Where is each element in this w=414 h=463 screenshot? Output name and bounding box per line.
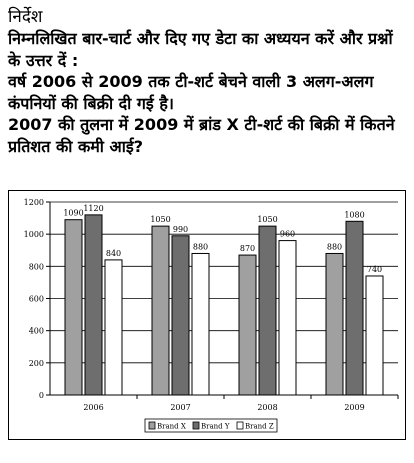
legend-label: Brand X	[157, 422, 186, 431]
bar	[366, 276, 383, 395]
legend-label: Brand Z	[245, 422, 274, 431]
data-label: 1080	[344, 210, 365, 220]
question-instruction: निम्नलिखित बार-चार्ट और दिए गए डेटा का अध्ययन करें और प्रश्नों के उत्तर दें :	[8, 29, 393, 70]
bar	[85, 215, 102, 395]
data-label: 960	[279, 229, 296, 239]
question-text: 2007 की तुलना में 2009 में ब्रांड X टी-शर्ट की बिक्री में कितने प्रतिशत की कमी आई?	[8, 115, 395, 156]
bar	[172, 236, 189, 395]
question-context: वर्ष 2006 से 2009 तक टी-शर्ट बेचने वाली 3 अलग-अलग कंपनियों की बिक्री दी गई है।	[8, 72, 374, 113]
legend-swatch	[237, 422, 243, 429]
data-label: 740	[366, 264, 383, 274]
y-tick-label: 800	[28, 262, 44, 272]
bar	[105, 260, 122, 395]
bar	[239, 255, 256, 395]
x-tick-label: 2007	[170, 403, 191, 412]
bar	[279, 241, 296, 395]
data-label: 990	[172, 224, 189, 234]
data-label: 870	[239, 244, 256, 254]
bar	[259, 226, 276, 395]
y-tick-label: 400	[28, 326, 44, 336]
data-label: 1050	[257, 215, 278, 225]
y-tick-label: 600	[28, 294, 44, 304]
data-label: 880	[192, 242, 209, 252]
legend-label: Brand Y	[201, 422, 230, 431]
data-label: 1050	[150, 215, 171, 225]
y-tick-label: 1000	[23, 230, 44, 240]
data-label: 840	[105, 248, 122, 258]
x-tick-label: 2009	[344, 403, 365, 412]
data-label: 1090	[63, 208, 84, 218]
y-tick-label: 200	[28, 358, 44, 368]
x-tick-label: 2006	[83, 403, 104, 412]
data-label: 1120	[83, 203, 104, 213]
bar	[152, 226, 169, 395]
data-label: 880	[326, 242, 343, 252]
legend-swatch	[149, 422, 155, 429]
y-tick-label: 1200	[23, 198, 44, 207]
bar	[346, 221, 363, 395]
legend-swatch	[193, 422, 199, 429]
bar	[192, 253, 209, 395]
question-heading: निर्देश	[8, 7, 43, 27]
bar	[326, 253, 343, 395]
y-tick-label: 0	[38, 391, 44, 400]
bar	[65, 220, 82, 395]
x-tick-label: 2008	[257, 403, 278, 412]
question-block	[8, 6, 408, 157]
bar-chart	[8, 190, 406, 440]
